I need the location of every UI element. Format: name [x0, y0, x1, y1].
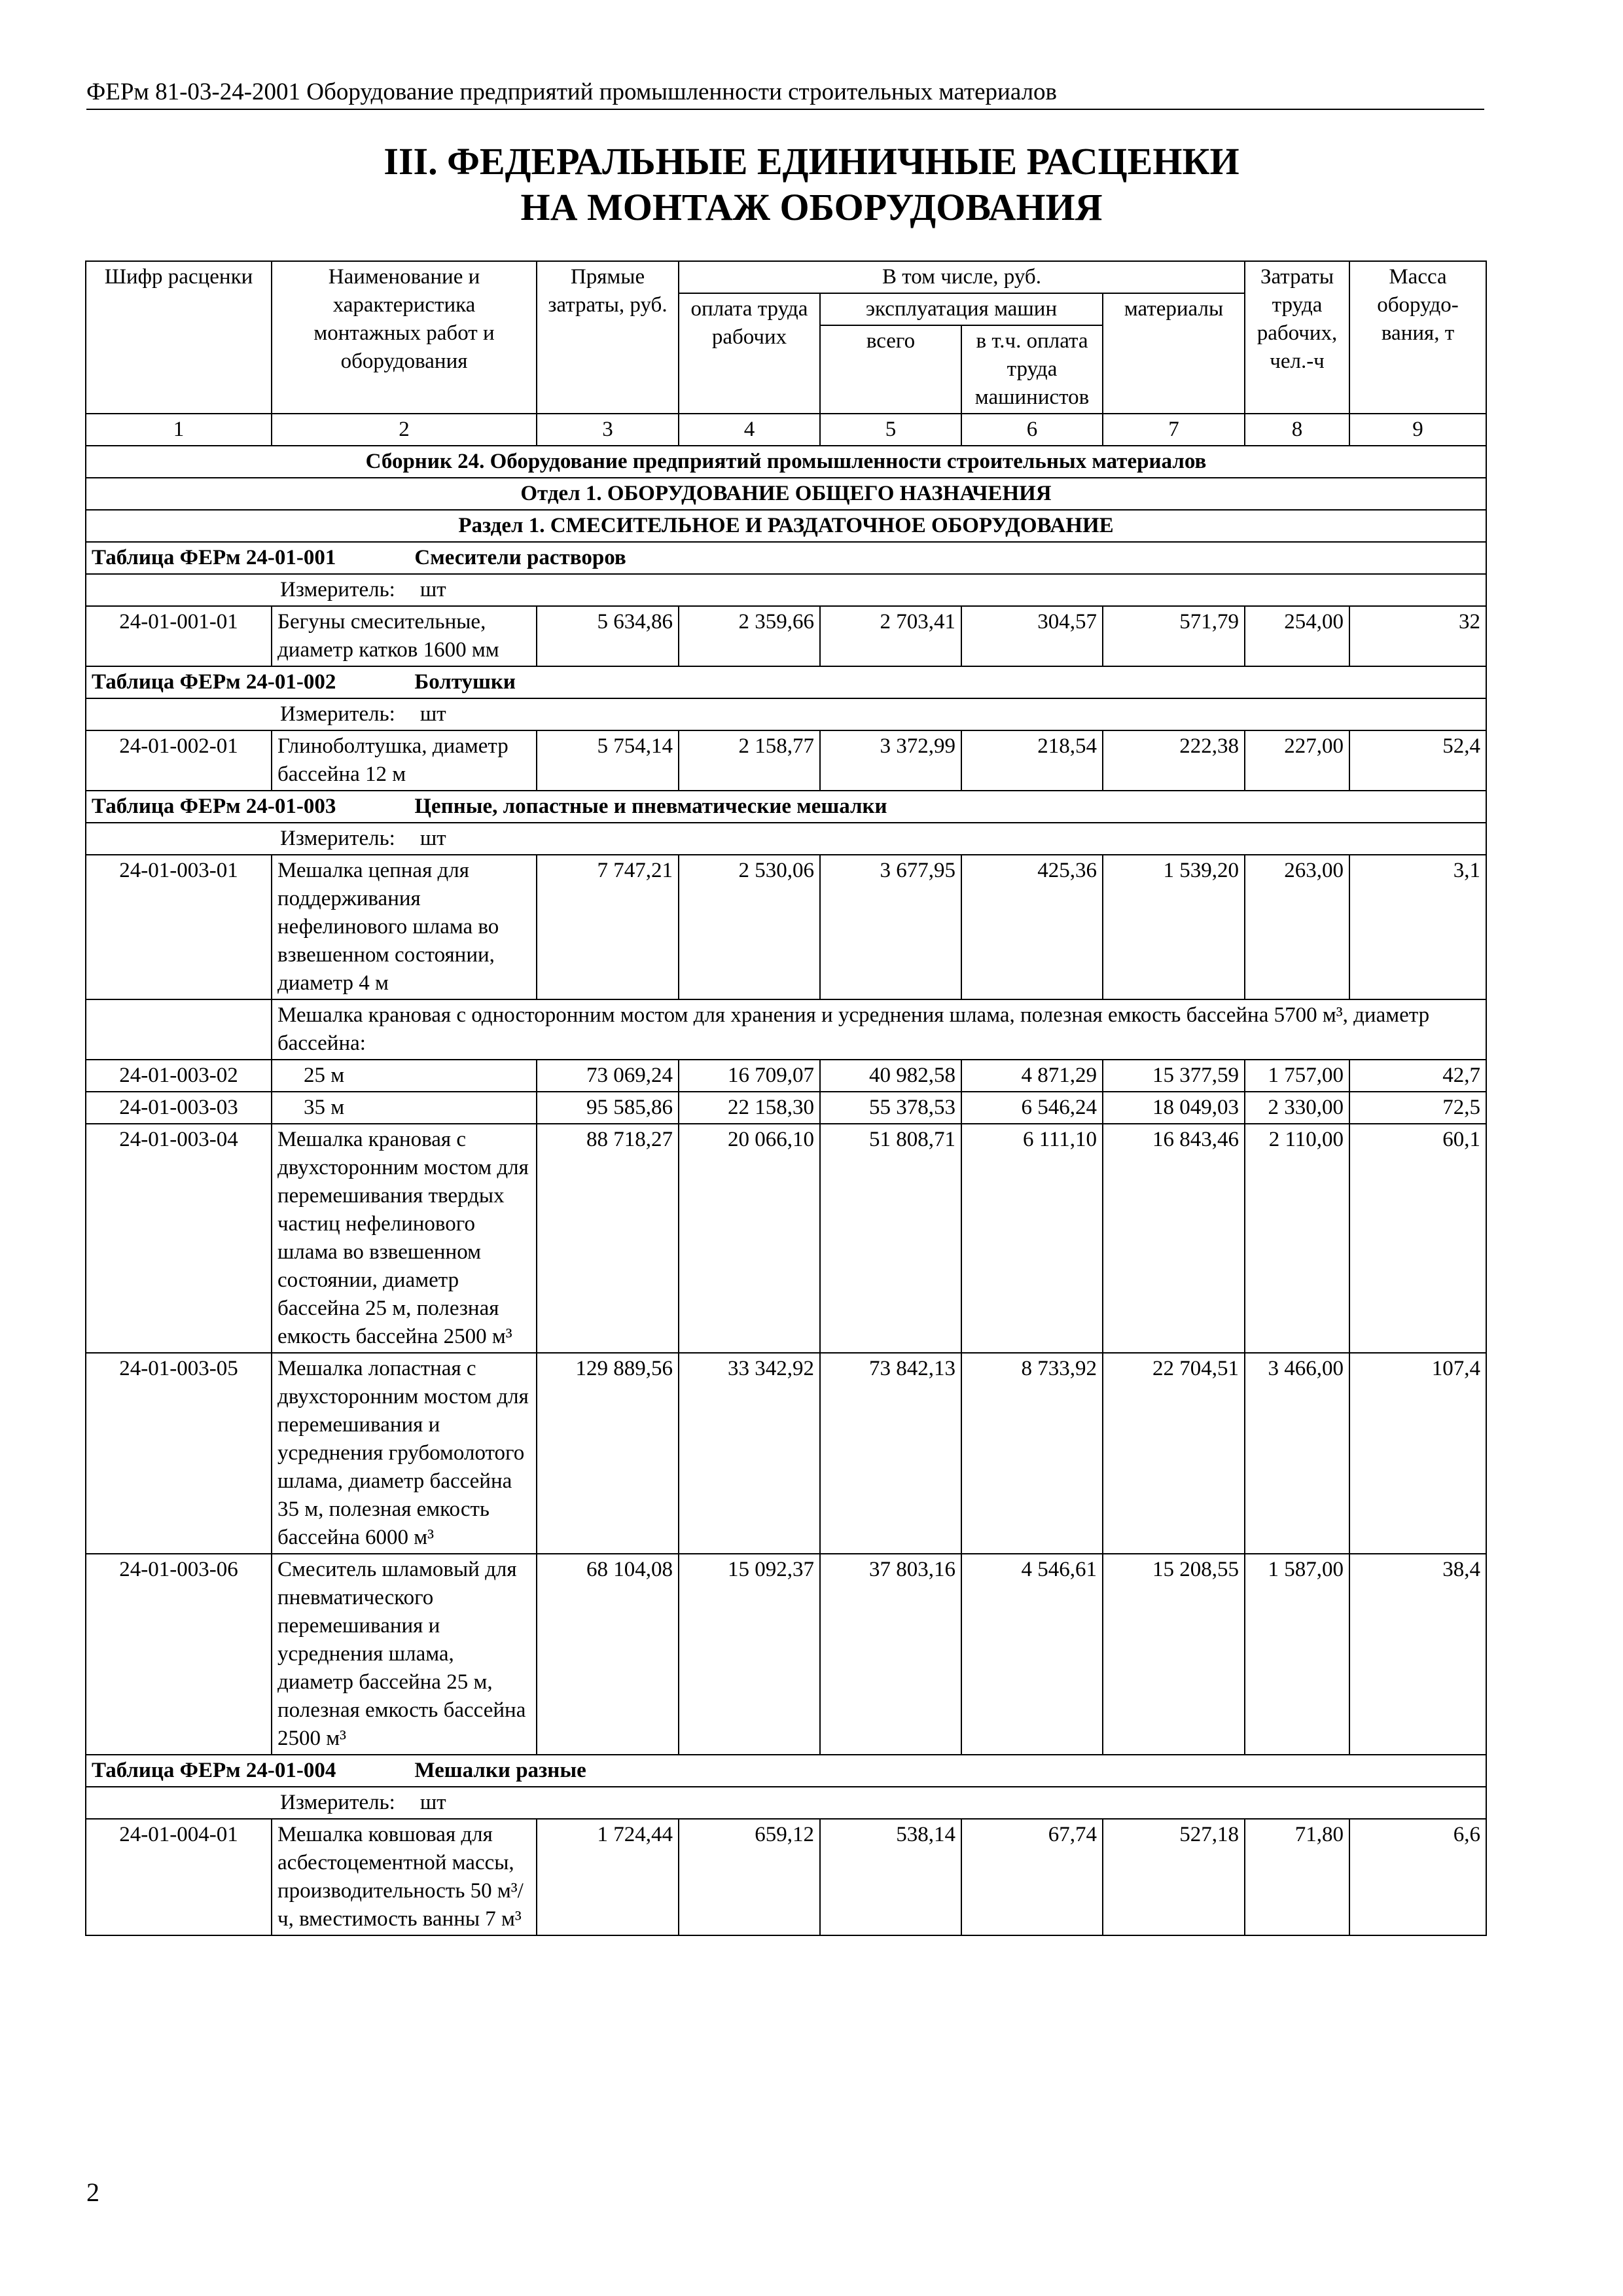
- table-title-row: [86, 542, 1486, 574]
- rate-code: 24-01-004-01: [86, 1819, 272, 1935]
- labor-cost: 2 530,06: [679, 855, 820, 999]
- labor-hours: 2 330,00: [1245, 1092, 1349, 1124]
- table-title: [86, 791, 1486, 823]
- work-name: Мешалка крановая с двухсторонним мостом для перемешивания твердых частиц нефелинового шлама во взвешенном состоянии, диаметр бассейна 25 м, полезная емкость бассейна 2500 м³: [272, 1124, 537, 1353]
- labor-hours: 1 757,00: [1245, 1060, 1349, 1092]
- column-number: 3: [537, 414, 679, 446]
- measure-unit: шт: [419, 578, 446, 601]
- work-name: Бегуны смесительные, диаметр катков 1600 мм: [272, 606, 537, 666]
- rate-code: 24-01-002-01: [86, 730, 272, 791]
- labor-cost: 2 359,66: [679, 606, 820, 666]
- group-note: Мешалка крановая с односторонним мостом для хранения и усреднения шлама, полезная емкость бассейна 5700 м³, диаметр бассейна:: [272, 999, 1486, 1060]
- column-number: 5: [820, 414, 961, 446]
- operators-cost: 425,36: [961, 855, 1103, 999]
- operators-cost: 304,57: [961, 606, 1103, 666]
- measure-row: [86, 823, 1486, 855]
- operators-cost: 4 871,29: [961, 1060, 1103, 1092]
- materials-cost: 16 843,46: [1103, 1124, 1245, 1353]
- direct-cost: 1 724,44: [537, 1819, 679, 1935]
- measure-label: Измеритель:: [280, 1791, 395, 1814]
- table-code: Таблица ФЕРм 24-01-002: [92, 670, 336, 694]
- machines-cost: 40 982,58: [820, 1060, 961, 1092]
- column-numbers-row: [86, 414, 1486, 446]
- header-row-1: [86, 261, 1486, 293]
- labor-hours: 227,00: [1245, 730, 1349, 791]
- machines-cost: 37 803,16: [820, 1554, 961, 1755]
- column-number: 8: [1245, 414, 1349, 446]
- column-number: 9: [1349, 414, 1486, 446]
- measure-label: Измеритель:: [280, 827, 395, 850]
- machines-cost: 3 372,99: [820, 730, 961, 791]
- rate-code: 24-01-003-01: [86, 855, 272, 999]
- materials-cost: 527,18: [1103, 1819, 1245, 1935]
- col-header-total: всего: [820, 325, 961, 414]
- rate-code: 24-01-003-04: [86, 1124, 272, 1353]
- work-name: Глиноболтушка, диаметр бассейна 12 м: [272, 730, 537, 791]
- measure-row: [86, 574, 1486, 606]
- col-header-hours: Затраты труда рабочих, чел.-ч: [1245, 261, 1349, 414]
- col-header-materials: материалы: [1103, 293, 1245, 414]
- direct-cost: 73 069,24: [537, 1060, 679, 1092]
- col-header-operators: в т.ч. оплата труда машинистов: [961, 325, 1103, 414]
- materials-cost: 18 049,03: [1103, 1092, 1245, 1124]
- table-row: [86, 1353, 1486, 1554]
- measure-unit: шт: [419, 827, 446, 850]
- page-number: 2: [86, 2178, 99, 2207]
- col-header-direct: Прямые затраты, руб.: [537, 261, 679, 414]
- table-row: [86, 1554, 1486, 1755]
- machines-cost: 73 842,13: [820, 1353, 961, 1554]
- col-header-name: Наименование и характеристика монтажных работ и оборудования: [272, 261, 537, 414]
- materials-cost: 222,38: [1103, 730, 1245, 791]
- table-title-row: [86, 666, 1486, 698]
- machines-cost: 2 703,41: [820, 606, 961, 666]
- table-code: Таблица ФЕРм 24-01-004: [92, 1759, 336, 1782]
- collection-title: Сборник 24. Оборудование предприятий промышленности строительных материалов: [86, 446, 1486, 478]
- measure-label: Измеритель:: [280, 578, 395, 601]
- materials-cost: 1 539,20: [1103, 855, 1245, 999]
- column-number: 6: [961, 414, 1103, 446]
- col-header-mass: Масса оборудо-вания, т: [1349, 261, 1486, 414]
- rates-table: [85, 260, 1487, 1936]
- operators-cost: 6 111,10: [961, 1124, 1103, 1353]
- equipment-mass: 42,7: [1349, 1060, 1486, 1092]
- machines-cost: 51 808,71: [820, 1124, 961, 1353]
- labor-cost: 16 709,07: [679, 1060, 820, 1092]
- table-name: Болтушки: [414, 670, 516, 694]
- work-name: 25 м: [272, 1060, 537, 1092]
- rate-code: 24-01-001-01: [86, 606, 272, 666]
- table-name: Цепные, лопастные и пневматические мешалки: [414, 795, 887, 818]
- materials-cost: 15 377,59: [1103, 1060, 1245, 1092]
- labor-cost: 20 066,10: [679, 1124, 820, 1353]
- equipment-mass: 52,4: [1349, 730, 1486, 791]
- table-code: Таблица ФЕРм 24-01-003: [92, 795, 336, 818]
- direct-cost: 5 754,14: [537, 730, 679, 791]
- page-title: [0, 139, 1623, 230]
- measure-row: [86, 698, 1486, 730]
- labor-hours: 254,00: [1245, 606, 1349, 666]
- table-title-row: [86, 1755, 1486, 1787]
- work-name: Мешалка лопастная с двухсторонним мостом для перемешивания и усреднения грубомолотого шлама, диаметр бассейна 35 м, полезная емкость бассейна 6000 м³: [272, 1353, 537, 1554]
- section-title: Раздел 1. СМЕСИТЕЛЬНОЕ И РАЗДАТОЧНОЕ ОБОРУДОВАНИЕ: [86, 510, 1486, 542]
- labor-cost: 33 342,92: [679, 1353, 820, 1554]
- materials-cost: 15 208,55: [1103, 1554, 1245, 1755]
- equipment-mass: 60,1: [1349, 1124, 1486, 1353]
- collection-banner-row: [86, 446, 1486, 478]
- direct-cost: 68 104,08: [537, 1554, 679, 1755]
- table-code: Таблица ФЕРм 24-01-001: [92, 546, 336, 569]
- operators-cost: 8 733,92: [961, 1353, 1103, 1554]
- labor-hours: 3 466,00: [1245, 1353, 1349, 1554]
- column-number: 1: [86, 414, 272, 446]
- work-name: Мешалка ковшовая для асбестоцементной массы, производительность 50 м³/ч, вместимость ванны 7 м³: [272, 1819, 537, 1935]
- page-title-line-1: III. ФЕДЕРАЛЬНЫЕ ЕДИНИЧНЫЕ РАСЦЕНКИ: [383, 140, 1240, 183]
- operators-cost: 67,74: [961, 1819, 1103, 1935]
- table-title: [86, 1755, 1486, 1787]
- table-title: [86, 666, 1486, 698]
- column-number: 2: [272, 414, 537, 446]
- group-note-code-cell: [86, 999, 272, 1060]
- measure-cell: [86, 1787, 1486, 1819]
- work-name: Мешалка цепная для поддерживания нефелинового шлама во взвешенном состоянии, диаметр 4 м: [272, 855, 537, 999]
- direct-cost: 129 889,56: [537, 1353, 679, 1554]
- machines-cost: 55 378,53: [820, 1092, 961, 1124]
- equipment-mass: 38,4: [1349, 1554, 1486, 1755]
- running-header: ФЕРм 81-03-24-2001 Оборудование предприятий промышленности строительных материалов: [86, 77, 1484, 110]
- table-row: [86, 730, 1486, 791]
- table-title: [86, 542, 1486, 574]
- operators-cost: 6 546,24: [961, 1092, 1103, 1124]
- column-number: 7: [1103, 414, 1245, 446]
- labor-hours: 71,80: [1245, 1819, 1349, 1935]
- labor-cost: 659,12: [679, 1819, 820, 1935]
- table-row: [86, 1060, 1486, 1092]
- labor-hours: 263,00: [1245, 855, 1349, 999]
- table-name: Мешалки разные: [414, 1759, 586, 1782]
- table-row: [86, 1819, 1486, 1935]
- operators-cost: 4 546,61: [961, 1554, 1103, 1755]
- table-row: [86, 606, 1486, 666]
- machines-cost: 3 677,95: [820, 855, 961, 999]
- measure-unit: шт: [419, 702, 446, 726]
- col-header-machines: эксплуатация машин: [820, 293, 1103, 325]
- equipment-mass: 3,1: [1349, 855, 1486, 999]
- table-row: [86, 1124, 1486, 1353]
- table-row: [86, 1092, 1486, 1124]
- labor-hours: 1 587,00: [1245, 1554, 1349, 1755]
- labor-cost: 22 158,30: [679, 1092, 820, 1124]
- measure-unit: шт: [419, 1791, 446, 1814]
- table-title-row: [86, 791, 1486, 823]
- department-title: Отдел 1. ОБОРУДОВАНИЕ ОБЩЕГО НАЗНАЧЕНИЯ: [86, 478, 1486, 510]
- column-number: 4: [679, 414, 820, 446]
- table-name: Смесители растворов: [414, 546, 626, 569]
- labor-cost: 15 092,37: [679, 1554, 820, 1755]
- materials-cost: 22 704,51: [1103, 1353, 1245, 1554]
- measure-label: Измеритель:: [280, 702, 395, 726]
- equipment-mass: 32: [1349, 606, 1486, 666]
- direct-cost: 5 634,86: [537, 606, 679, 666]
- col-header-including: В том числе, руб.: [679, 261, 1245, 293]
- measure-cell: [86, 698, 1486, 730]
- equipment-mass: 6,6: [1349, 1819, 1486, 1935]
- table-row: [86, 855, 1486, 999]
- page-title-line-2: НА МОНТАЖ ОБОРУДОВАНИЯ: [520, 186, 1103, 228]
- rate-code: 24-01-003-02: [86, 1060, 272, 1092]
- operators-cost: 218,54: [961, 730, 1103, 791]
- measure-cell: [86, 574, 1486, 606]
- measure-cell: [86, 823, 1486, 855]
- labor-hours: 2 110,00: [1245, 1124, 1349, 1353]
- work-name: 35 м: [272, 1092, 537, 1124]
- rate-code: 24-01-003-06: [86, 1554, 272, 1755]
- group-note-row: [86, 999, 1486, 1060]
- equipment-mass: 72,5: [1349, 1092, 1486, 1124]
- measure-row: [86, 1787, 1486, 1819]
- labor-cost: 2 158,77: [679, 730, 820, 791]
- work-name: Смеситель шламовый для пневматического перемешивания и усреднения шлама, диаметр бассейна 25 м, полезная емкость бассейна 2500 м³: [272, 1554, 537, 1755]
- direct-cost: 88 718,27: [537, 1124, 679, 1353]
- department-banner-row: [86, 478, 1486, 510]
- materials-cost: 571,79: [1103, 606, 1245, 666]
- machines-cost: 538,14: [820, 1819, 961, 1935]
- section-banner-row: [86, 510, 1486, 542]
- rate-code: 24-01-003-03: [86, 1092, 272, 1124]
- rate-code: 24-01-003-05: [86, 1353, 272, 1554]
- col-header-labor: оплата труда рабочих: [679, 293, 820, 414]
- direct-cost: 95 585,86: [537, 1092, 679, 1124]
- equipment-mass: 107,4: [1349, 1353, 1486, 1554]
- direct-cost: 7 747,21: [537, 855, 679, 999]
- col-header-code: Шифр расценки: [86, 261, 272, 414]
